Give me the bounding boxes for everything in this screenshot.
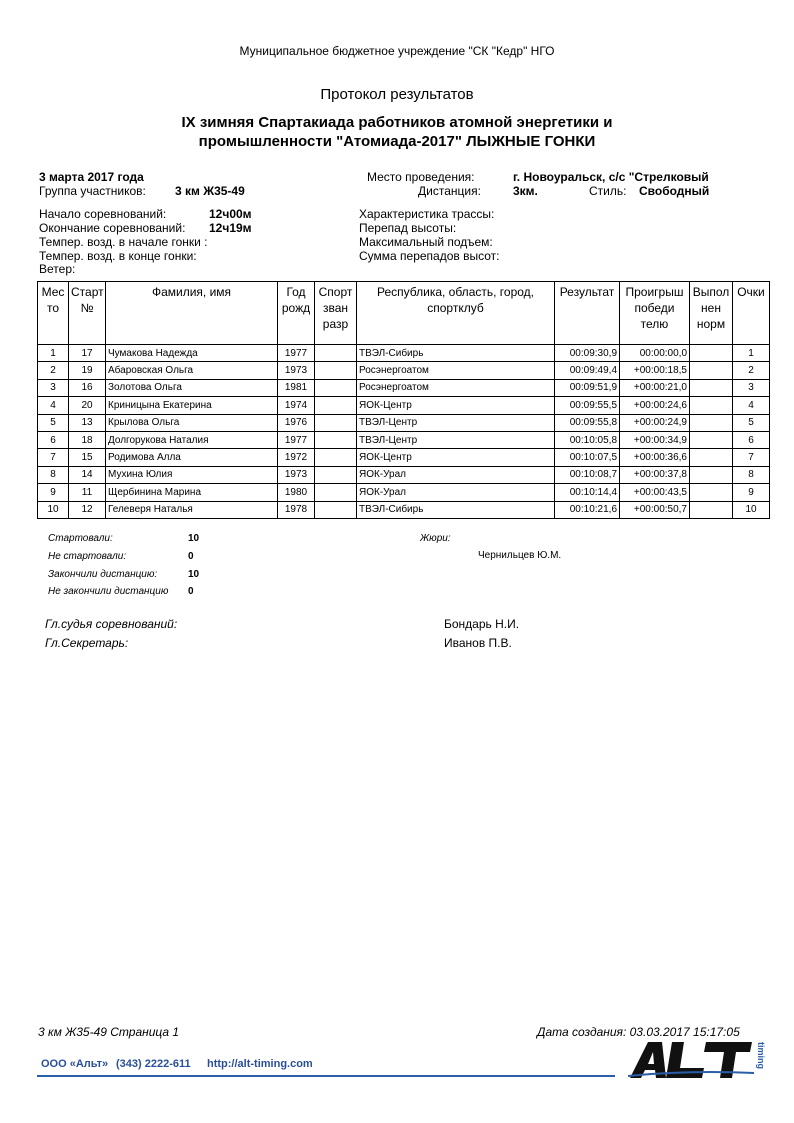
- col-header-points: Очки: [733, 282, 770, 345]
- cell-place: 3: [38, 379, 69, 396]
- jury-name: Чернильцев Ю.М.: [478, 550, 562, 561]
- cell-start: 19: [69, 362, 106, 379]
- style-label: Стиль:: [589, 184, 627, 198]
- cell-name: Родимова Алла: [106, 449, 278, 466]
- cell-norm: [690, 484, 733, 501]
- cell-place: 1: [38, 345, 69, 362]
- cell-club: ТВЭЛ-Сибирь: [357, 345, 555, 362]
- chief-judge-name: Бондарь Н.И.: [444, 617, 520, 631]
- col-header-behind: Проигрыш победи телю: [620, 282, 690, 345]
- col-header-year: Год рожд: [278, 282, 315, 345]
- cell-year: 1976: [278, 414, 315, 431]
- not-started-value: 0: [188, 551, 194, 562]
- cell-norm: [690, 414, 733, 431]
- cell-year: 1973: [278, 362, 315, 379]
- cell-rank: [315, 501, 357, 518]
- cell-place: 8: [38, 466, 69, 483]
- cell-start: 11: [69, 484, 106, 501]
- finished-value: 10: [188, 569, 200, 580]
- cell-result: 00:09:51,9: [555, 379, 620, 396]
- cell-rank: [315, 484, 357, 501]
- creation-date: Дата создания: 03.03.2017 15:17:05: [537, 1025, 740, 1039]
- cell-points: 7: [733, 449, 770, 466]
- cell-start: 20: [69, 397, 106, 414]
- cell-club: ЯОК-Центр: [357, 397, 555, 414]
- cell-rank: [315, 449, 357, 466]
- cell-year: 1977: [278, 431, 315, 448]
- cell-points: 10: [733, 501, 770, 518]
- table-row: [38, 345, 770, 362]
- cell-result: 00:10:21,6: [555, 501, 620, 518]
- cell-name: Криницына Екатерина: [106, 397, 278, 414]
- cell-result: 00:09:55,5: [555, 397, 620, 414]
- place-value: г. Новоуральск, с/с "Стрелковый: [513, 170, 709, 184]
- alt-timing-logo: [628, 1040, 768, 1080]
- cell-club: Росэнергоатом: [357, 362, 555, 379]
- max-climb-label: Максимальный подъем:: [359, 235, 493, 249]
- protocol-heading: Протокол результатов: [320, 86, 474, 103]
- page-info: 3 км Ж35-49 Страница 1: [38, 1025, 180, 1039]
- cell-club: Росэнергоатом: [357, 379, 555, 396]
- col-header-norm: Выпол нен норм: [690, 282, 733, 345]
- style-value: Свободный: [639, 184, 710, 198]
- cell-behind: +00:00:24,6: [620, 397, 690, 414]
- cell-club: ТВЭЛ-Центр: [357, 431, 555, 448]
- cell-points: 1: [733, 345, 770, 362]
- cell-rank: [315, 414, 357, 431]
- end-time-label: Окончание соревнований:: [39, 221, 186, 235]
- cell-points: 2: [733, 362, 770, 379]
- cell-norm: [690, 397, 733, 414]
- distance-label: Дистанция:: [418, 184, 481, 198]
- col-header-club: Республика, область, город, спортклуб: [357, 282, 555, 345]
- cell-norm: [690, 345, 733, 362]
- started-value: 10: [188, 533, 200, 544]
- cell-behind: +00:00:43,5: [620, 484, 690, 501]
- secretary-label: Гл.Секретарь:: [45, 636, 129, 650]
- cell-name: Мухина Юлия: [106, 466, 278, 483]
- cell-norm: [690, 362, 733, 379]
- cell-club: ТВЭЛ-Центр: [357, 414, 555, 431]
- group-label: Группа участников:: [39, 184, 146, 198]
- start-time-label: Начало соревнований:: [39, 207, 167, 221]
- cell-behind: +00:00:34,9: [620, 431, 690, 448]
- title-line-1: IX зимняя Спартакиада работников атомной энергетики и: [181, 114, 613, 131]
- cell-name: Чумакова Надежда: [106, 345, 278, 362]
- not-finished-label: Не закончили дистанцию: [48, 586, 169, 597]
- cell-rank: [315, 362, 357, 379]
- cell-behind: +00:00:37,8: [620, 466, 690, 483]
- results-table: [37, 281, 770, 519]
- cell-name: Абаровская Ольга: [106, 362, 278, 379]
- col-header-start: Старт №: [69, 282, 106, 345]
- cell-points: 5: [733, 414, 770, 431]
- cell-result: 00:09:55,8: [555, 414, 620, 431]
- cell-start: 12: [69, 501, 106, 518]
- table-row: [38, 379, 770, 396]
- cell-behind: +00:00:50,7: [620, 501, 690, 518]
- jury-label: Жюри:: [420, 533, 451, 544]
- table-row: [38, 449, 770, 466]
- cell-start: 13: [69, 414, 106, 431]
- table-row: [38, 466, 770, 483]
- not-started-label: Не стартовали:: [48, 551, 127, 562]
- cell-rank: [315, 379, 357, 396]
- cell-year: 1978: [278, 501, 315, 518]
- footer-divider: [37, 1075, 615, 1077]
- col-header-place: Мес то: [38, 282, 69, 345]
- cell-year: 1981: [278, 379, 315, 396]
- cell-behind: 00:00:00,0: [620, 345, 690, 362]
- organization-name: Муниципальное бюджетное учреждение "СК "Кедр" НГО: [239, 44, 555, 58]
- cell-points: 8: [733, 466, 770, 483]
- cell-norm: [690, 379, 733, 396]
- table-row: [38, 414, 770, 431]
- logo-sub-text: timing: [756, 1042, 766, 1069]
- total-diff-label: Сумма перепадов высот:: [359, 249, 500, 263]
- cell-points: 3: [733, 379, 770, 396]
- table-row: [38, 362, 770, 379]
- cell-name: Гелеверя Наталья: [106, 501, 278, 518]
- cell-norm: [690, 449, 733, 466]
- secretary-name: Иванов П.В.: [444, 636, 512, 650]
- cell-name: Золотова Ольга: [106, 379, 278, 396]
- cell-result: 00:10:08,7: [555, 466, 620, 483]
- started-label: Стартовали:: [48, 533, 113, 544]
- chief-judge-label: Гл.судья соревнований:: [45, 617, 178, 631]
- cell-start: 16: [69, 379, 106, 396]
- end-time-value: 12ч19м: [209, 221, 252, 235]
- cell-behind: +00:00:21,0: [620, 379, 690, 396]
- group-value: 3 км Ж35-49: [175, 184, 245, 198]
- competition-title: [0, 113, 794, 151]
- finished-label: Закончили дистанцию:: [48, 569, 158, 580]
- cell-club: ТВЭЛ-Сибирь: [357, 501, 555, 518]
- cell-start: 15: [69, 449, 106, 466]
- cell-year: 1973: [278, 466, 315, 483]
- cell-points: 4: [733, 397, 770, 414]
- table-header-row: [38, 282, 770, 345]
- cell-club: ЯОК-Урал: [357, 484, 555, 501]
- cell-year: 1972: [278, 449, 315, 466]
- title-line-2: промышленности "Атомиада-2017" ЛЫЖНЫЕ ГОНКИ: [198, 133, 596, 150]
- col-header-rank: Спорт зван разр: [315, 282, 357, 345]
- cell-place: 6: [38, 431, 69, 448]
- cell-start: 18: [69, 431, 106, 448]
- cell-name: Крылова Ольга: [106, 414, 278, 431]
- event-date: 3 марта 2017 года: [39, 170, 144, 184]
- cell-year: 1974: [278, 397, 315, 414]
- col-header-name: Фамилия, имя: [106, 282, 278, 345]
- cell-rank: [315, 466, 357, 483]
- cell-result: 00:09:30,9: [555, 345, 620, 362]
- cell-norm: [690, 466, 733, 483]
- col-header-result: Результат: [555, 282, 620, 345]
- company-phone: (343) 2222-611: [116, 1058, 191, 1070]
- cell-rank: [315, 397, 357, 414]
- cell-behind: +00:00:18,5: [620, 362, 690, 379]
- cell-norm: [690, 501, 733, 518]
- not-finished-value: 0: [188, 586, 194, 597]
- cell-result: 00:10:14,4: [555, 484, 620, 501]
- height-diff-label: Перепад высоты:: [359, 221, 457, 235]
- cell-name: Долгорукова Наталия: [106, 431, 278, 448]
- cell-result: 00:10:05,8: [555, 431, 620, 448]
- cell-start: 14: [69, 466, 106, 483]
- alt-logo-icon: [628, 1040, 768, 1080]
- company-url[interactable]: http://alt-timing.com: [207, 1058, 313, 1070]
- wind-label: Ветер:: [39, 262, 76, 276]
- table-row: [38, 431, 770, 448]
- cell-result: 00:09:49,4: [555, 362, 620, 379]
- cell-club: ЯОК-Центр: [357, 449, 555, 466]
- cell-rank: [315, 431, 357, 448]
- cell-place: 5: [38, 414, 69, 431]
- cell-norm: [690, 431, 733, 448]
- cell-result: 00:10:07,5: [555, 449, 620, 466]
- cell-place: 9: [38, 484, 69, 501]
- cell-place: 4: [38, 397, 69, 414]
- cell-name: Щербинина Марина: [106, 484, 278, 501]
- cell-points: 6: [733, 431, 770, 448]
- temp-end-label: Темпер. возд. в конце гонки:: [39, 249, 197, 263]
- table-row: [38, 501, 770, 518]
- cell-behind: +00:00:36,6: [620, 449, 690, 466]
- start-time-value: 12ч00м: [209, 207, 252, 221]
- distance-value: 3км.: [513, 184, 538, 198]
- temp-start-label: Темпер. возд. в начале гонки :: [39, 235, 208, 249]
- cell-place: 10: [38, 501, 69, 518]
- cell-points: 9: [733, 484, 770, 501]
- cell-club: ЯОК-Урал: [357, 466, 555, 483]
- company-name: ООО «Альт»: [41, 1058, 109, 1070]
- track-label: Характеристика трассы:: [359, 207, 495, 221]
- cell-behind: +00:00:24,9: [620, 414, 690, 431]
- cell-start: 17: [69, 345, 106, 362]
- cell-year: 1980: [278, 484, 315, 501]
- cell-place: 7: [38, 449, 69, 466]
- table-row: [38, 484, 770, 501]
- cell-place: 2: [38, 362, 69, 379]
- place-label: Место проведения:: [367, 170, 475, 184]
- cell-year: 1977: [278, 345, 315, 362]
- cell-rank: [315, 345, 357, 362]
- table-row: [38, 397, 770, 414]
